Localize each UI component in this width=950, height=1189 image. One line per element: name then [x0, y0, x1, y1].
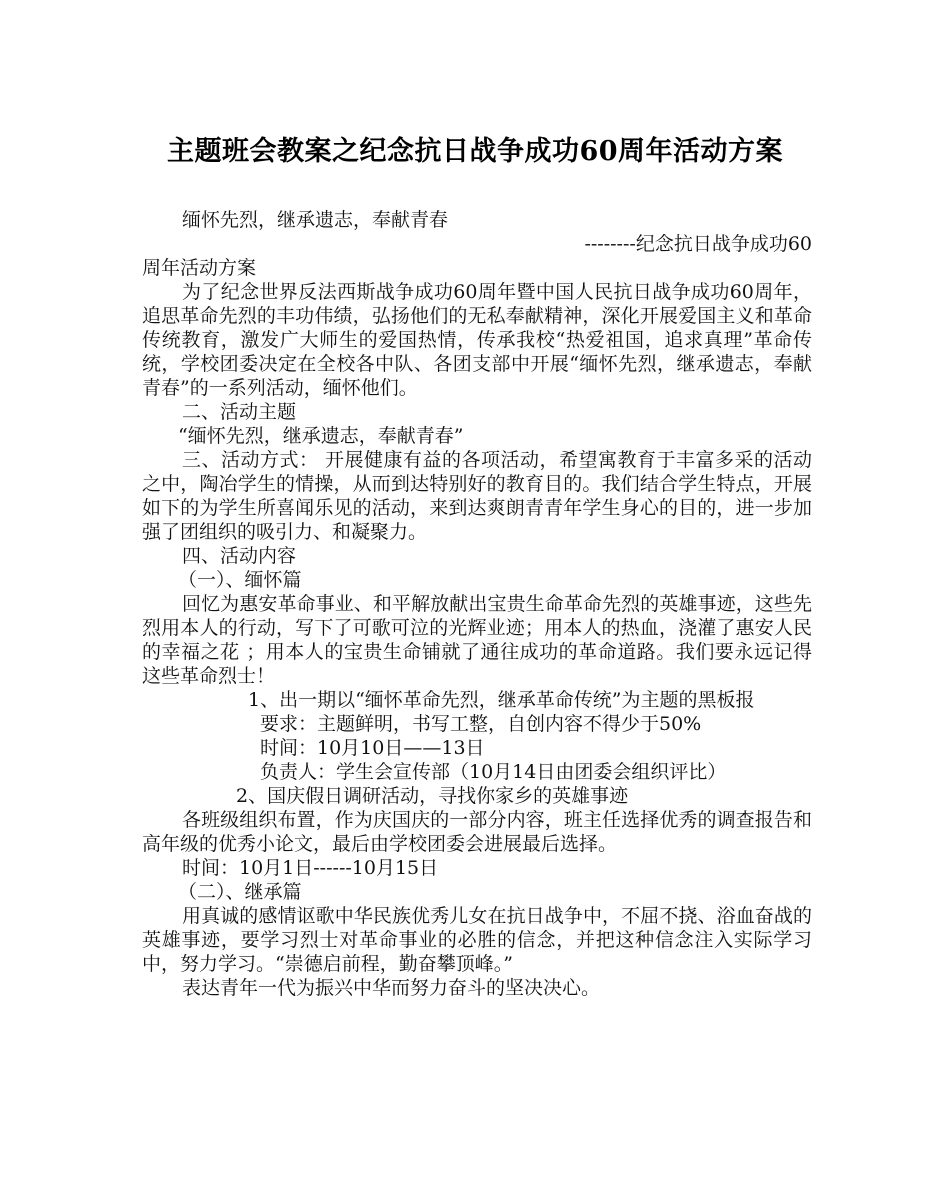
intro-paragraph: 为了纪念世界反法西斯战争成功60周年暨中国人民抗日战争成功60周年，追思革命先烈的丰功伟绩，弘扬他们的无私奉献精神，深化开展爱国主义和革命传统教育，激发广大师生的爱国热情，传承我校“热爱祖国，追求真理”革命传统，学校团委决定在全校各中队、各团支部中开展“缅怀先烈，继承遗志，奉献青春”的一系列活动，缅怀他们。	[142, 281, 812, 399]
part-heading-remembrance: （一）、缅怀篇	[178, 569, 302, 591]
activity-item-1: 1、出一期以“缅怀革命先烈，继承革命传统”为主题的黑板报	[248, 689, 755, 711]
part-heading-inheritance: （二）、继承篇	[178, 881, 302, 903]
activity-item-2-time: 时间：10月1日------10月15日	[182, 857, 439, 879]
document-title: 主题班会教案之纪念抗日战争成功60周年活动方案	[166, 136, 784, 167]
activity-item-1-requirement: 要求：主题鲜明，书写工整，自创内容不得少于50%	[260, 713, 702, 735]
section-heading-theme: 二、活动主题	[182, 401, 297, 423]
section-heading-content: 四、活动内容	[182, 545, 297, 567]
activity-item-2-text: 各班级组织布置，作为庆国庆的一部分内容，班主任选择优秀的调查报告和高年级的优秀小论文，最后由学校团委会进展最后选择。	[142, 809, 812, 855]
remembrance-paragraph: 回忆为惠安革命事业、和平解放献出宝贵生命革命先烈的英雄事迹，这些先烈用本人的行动，写下了可歌可泣的光辉业迹；用本人的热血，浇灌了惠安人民的幸福之花 ；用本人的宝贵生命铺就了通往成功的革命道路。我们要永远记得这些革命烈士！	[142, 593, 812, 687]
subtitle-continuation: 周年活动方案	[142, 257, 257, 279]
activity-item-1-time: 时间：10月10日——13日	[260, 737, 485, 759]
slogan-line: 缅怀先烈，继承遗志，奉献青春	[182, 209, 449, 231]
document-body	[142, 208, 812, 1000]
inheritance-paragraph: 用真诚的感情讴歌中华民族优秀儿女在抗日战争中，不屈不挠、浴血奋战的英雄事迹，要学习烈士对革命事业的必胜的信念，并把这种信念注入实际学习中，努力学习。“崇德启前程，勤奋攀顶峰。”	[142, 905, 812, 975]
activity-item-1-owner: 负责人：学生会宣传部（10月14日由团委会组织评比）	[260, 761, 727, 783]
activity-item-2: 2、国庆假日调研活动，寻找你家乡的英雄事迹	[236, 785, 629, 807]
closing-paragraph: 表达青年一代为振兴中华而努力奋斗的坚决决心。	[182, 977, 601, 999]
subtitle-line: --------纪念抗日战争成功60	[584, 233, 812, 255]
section-activity-method: 三、活动方式： 开展健康有益的各项活动，希望寓教育于丰富多采的活动之中，陶冶学生的情操，从而到达特别好的教育目的。我们结合学生特点，开展如下的为学生所喜闻乐见的活动，来到达爽朗青青年学生身心的目的，进一步加强了团组织的吸引力、和凝聚力。	[142, 449, 812, 543]
theme-slogan: “缅怀先烈，继承遗志，奉献青春”	[178, 425, 464, 447]
